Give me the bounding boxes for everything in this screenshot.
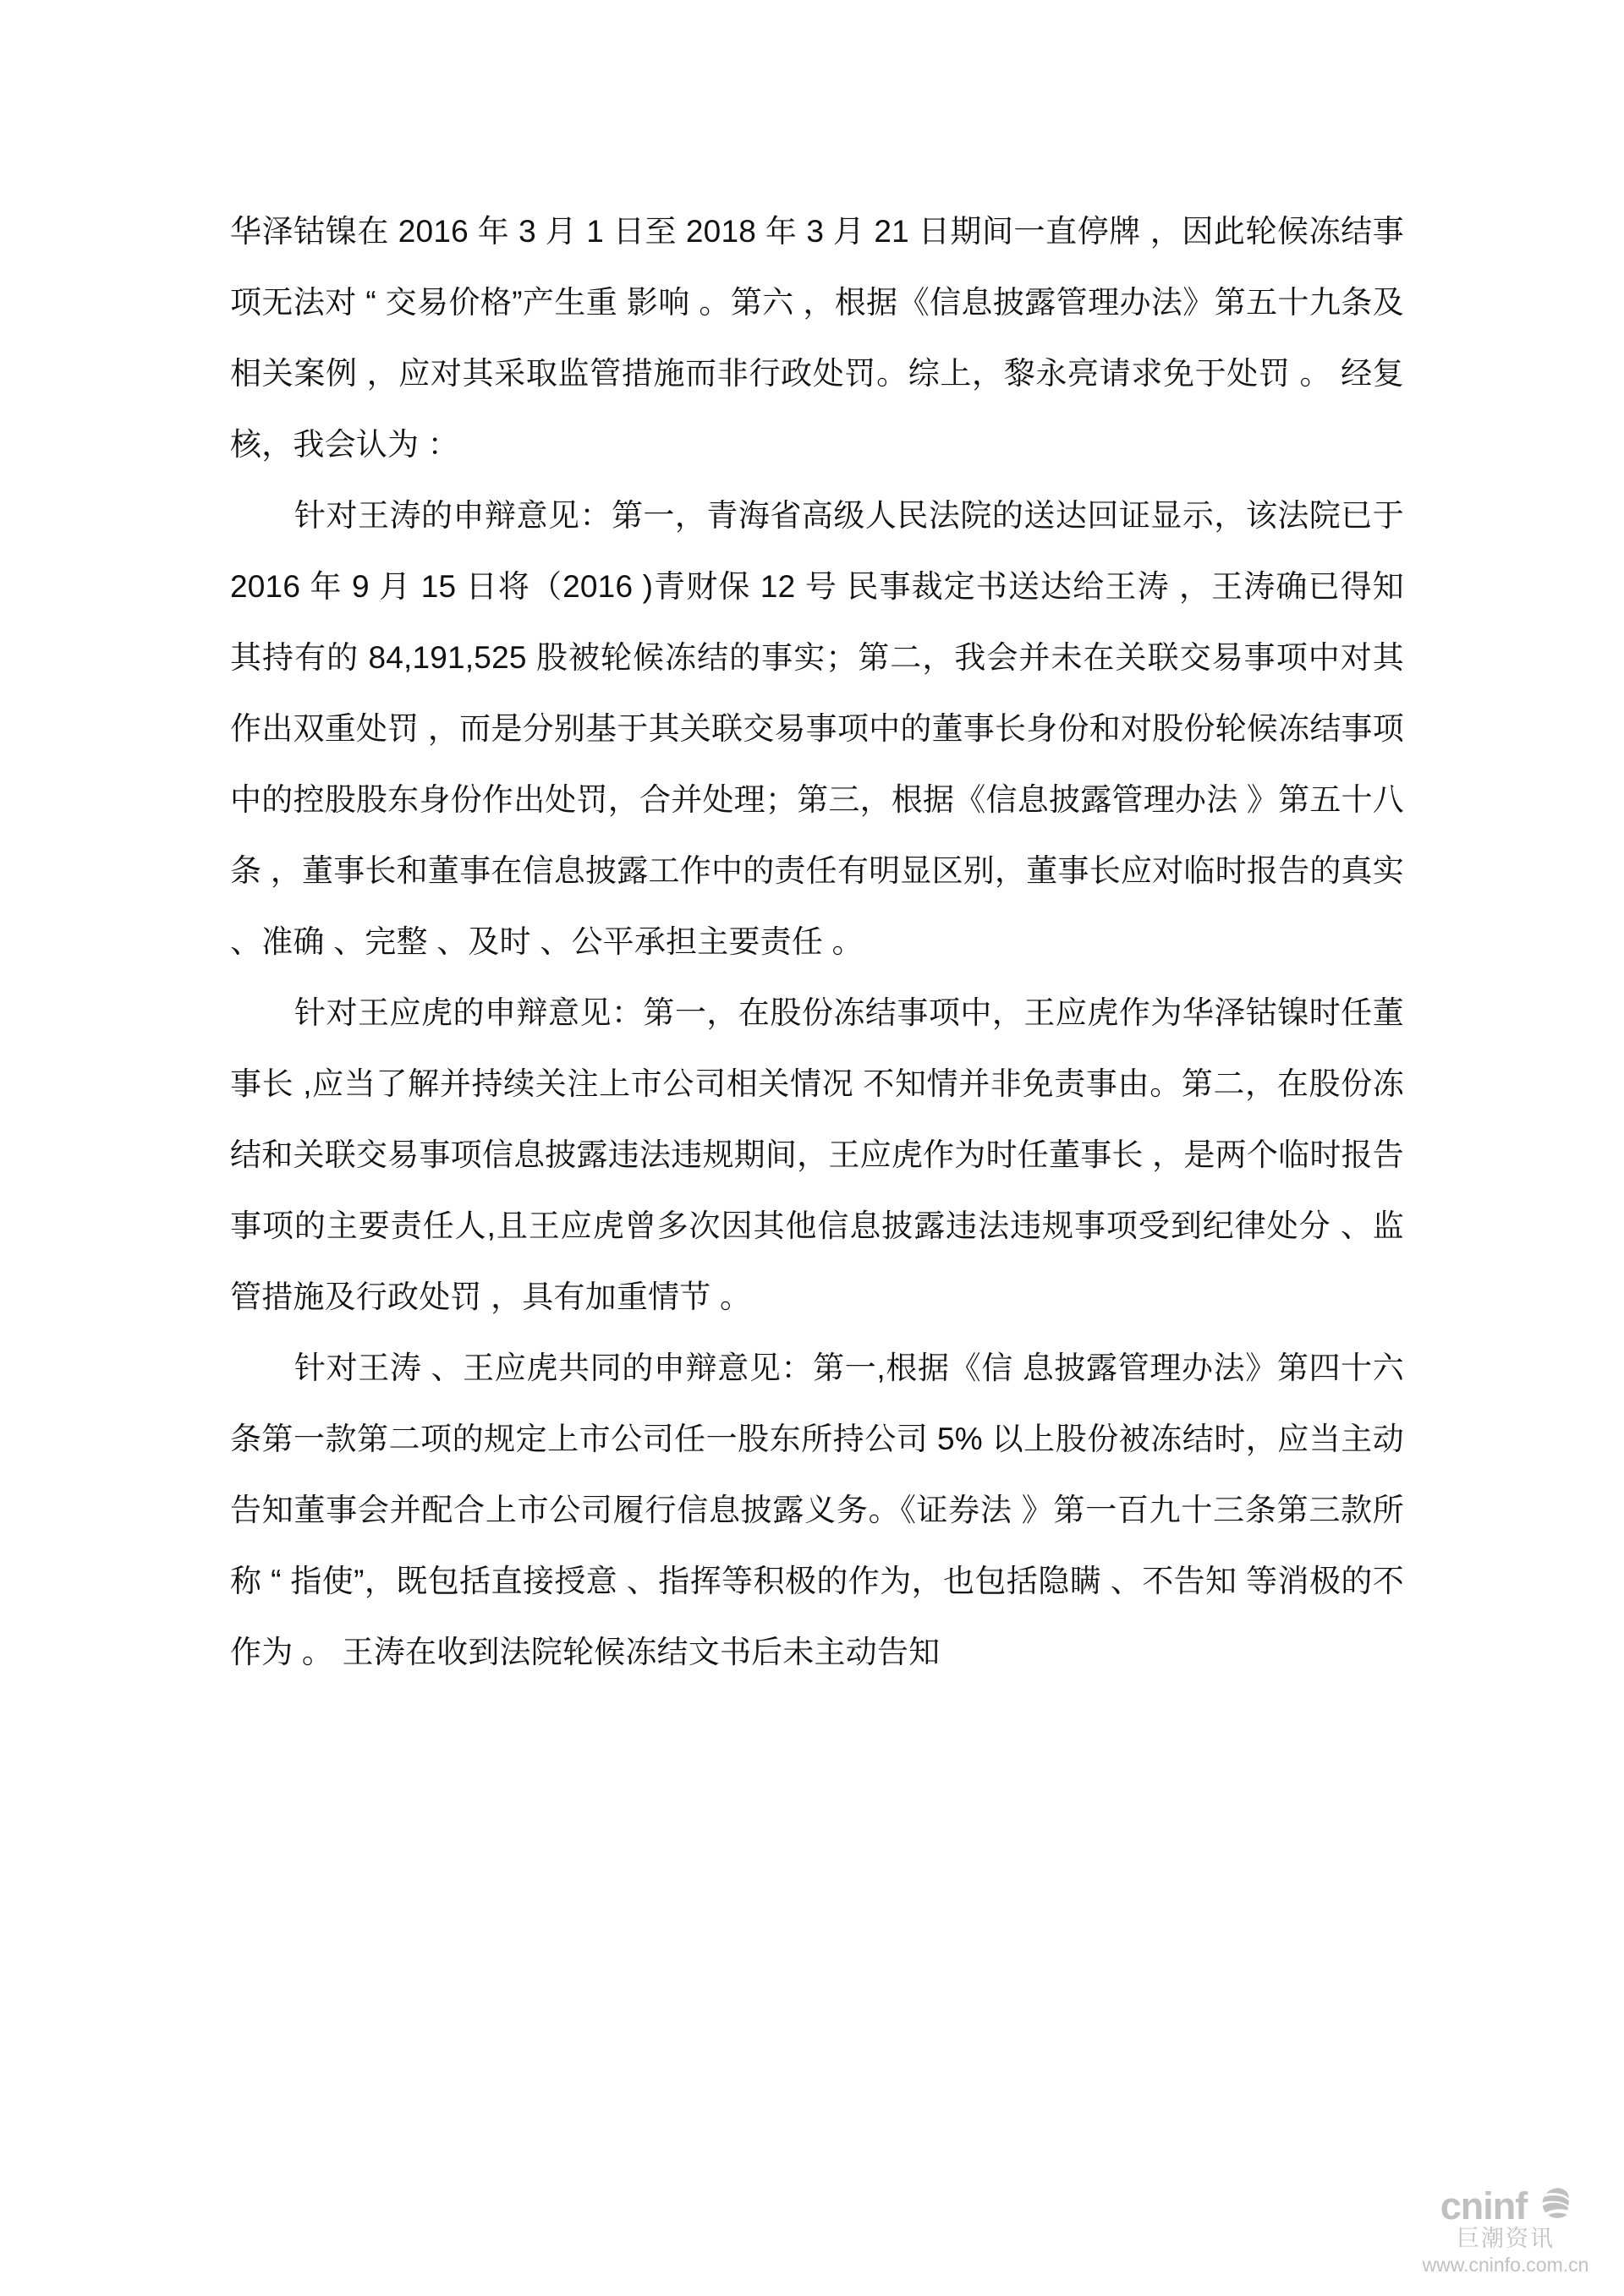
globe-icon [1532, 2186, 1571, 2220]
document-body [230, 196, 1404, 1688]
paragraph-joint-defense: 针对王涛 、王应虎共同的申辩意见：第一,根据《信 息披露管理办法》第四十六条第一款第二项的规定上市公司任一股东所持公司 5% 以上股份被冻结时，应当主动告知董事会并配合上市公司履行信息披露义务。《证券法 》第一百九十三条第三款所称 “ 指使”，既包括直接授意 、指挥等积极的作为，也包括隐瞒 、不告知 等消极的不作为 。 王涛在收到法院轮候冻结文书后未主动告知 [230, 1351, 1404, 1669]
watermark-brand-cn: 巨潮资讯 [1457, 2226, 1555, 2252]
paragraph-huaze-suspension: 华泽钴镍在 2016 年 3 月 1 日至 2018 年 3 月 21 日期间一直停牌 ，因此轮候冻结事项无法对 “ 交易价格”产生重 影响 。第六 ，根据《信息披露管理办法》第五十九条及相关案例 ，应对其采取监管措施而非行政处罚。综上，黎永亮请求免于处罚 。 经复核，我会认为 ： [230, 214, 1404, 462]
paragraph-wangyinghu-defense: 针对王应虎的申辩意见：第一，在股份冻结事项中，王应虎作为华泽钴镍时任董事长 ,应当了解并持续关注上市公司相关情况 不知情并非免责事由。第二，在股份冻结和关联交易事项信息披露违法违规期间，王应虎作为时任董事长 ，是两个临时报告事项的主要责任人,且王应虎曾多次因其他信息披露违法违规事项受到纪律处分 、监管措施及行政处罚 ，具有加重情节 。 [230, 995, 1404, 1314]
watermark-brand-text: cninf [1440, 2184, 1528, 2228]
watermark-url: www.cninfo.com.cn [1422, 2254, 1589, 2277]
paragraph-wangtao-defense: 针对王涛的申辩意见：第一，青海省高级人民法院的送达回证显示，该法院已于 2016 年 9 月 15 日将（2016 )青财保 12 号 民事裁定书送达给王涛 ，王涛确已得知其持有的 84,191,525 股被轮候冻结的事实；第二，我会并未在关联交易事项中对其作出双重处罚 ，而是分别基于其关联交易事项中的董事长身份和对股份轮候冻结事项中的控股股东身份作出处罚，合并处理；第三，根据《信息披露管理办法 》第五十八条 ，董事长和董事在信息披露工作中的责任有明显区别，董事长应对临时报告的真实 、准确 、完整 、及时 、公平承担主要责任 。 [230, 498, 1404, 959]
watermark-brand-row [1409, 2184, 1602, 2228]
cninfo-watermark [1409, 2186, 1602, 2277]
